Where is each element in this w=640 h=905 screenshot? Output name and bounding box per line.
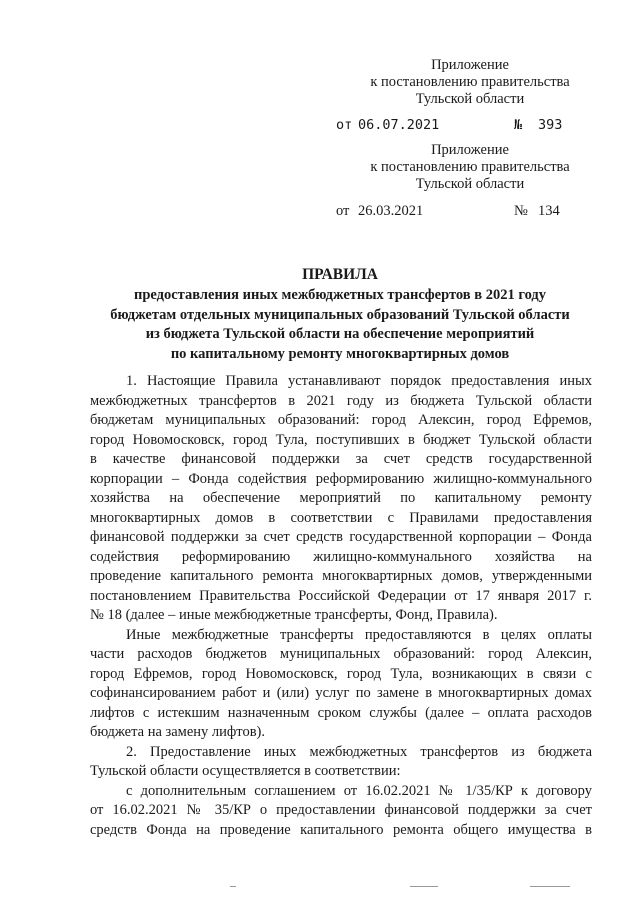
document-body [90, 372, 592, 840]
resolution-date-number-original [336, 203, 560, 220]
document-subtitle [70, 286, 610, 364]
paragraph-2-line: Иные межбюджетные трансферты предоставляются в целях оплаты [126, 626, 592, 643]
paragraph-1-line: финансовой поддержки за счет средств государственной корпорации – Фонда [90, 529, 592, 545]
resolution-date-number-current [336, 117, 563, 133]
resolution-date: 06.07.2021 [358, 117, 440, 133]
subtitle-line: из бюджета Тульской области на обеспечение мероприятий [145, 326, 535, 342]
subtitle-line: по капитальному ремонту многоквартирных домов [170, 345, 510, 362]
paragraph-1-line: город Новомосковск, город Тула, поступивших в бюджет Тульской области [90, 431, 592, 448]
paragraph-1-line: в качестве финансовой поддержки за счет средств государственной [90, 451, 592, 467]
appendix-header-original [360, 142, 580, 193]
number-prefix: № [514, 203, 528, 219]
paragraph-1-line: № 18 (далее – иные межбюджетные трансферты, Фонд, Правила). [90, 607, 498, 623]
scan-mark [410, 886, 438, 887]
appendix-region-line: Тульской области [415, 91, 525, 107]
number-prefix: № [514, 117, 523, 133]
paragraph-1-line: постановлением Правительства Российской Федерации от 17 января 2017 г. [90, 587, 592, 604]
paragraph-1-line: проведение капитального ремонта многоквартирных домов, утвержденными [90, 568, 592, 584]
paragraph-2-line: бюджета на замену лифтов). [90, 724, 266, 740]
paragraph-1-line: межбюджетных трансфертов в 2021 году из бюджета Тульской области [90, 392, 592, 409]
paragraph-4-line: средств Фонда на проведение капитального ремонта общего имущества в [90, 821, 592, 838]
paragraph-2-line: город Ефремов, город Новомосковск, город Тула, возникающих в связи с [90, 665, 592, 682]
paragraph-4-line: от 16.02.2021 № 35/КР о предоставлении финансовой поддержки за счет [90, 802, 592, 818]
paragraph-2-line: софинансированием работ и (или) услуг по замене в многоквартирных домах [90, 685, 592, 701]
paragraph-4-line: с дополнительным соглашением от 16.02.2021 № 1/35/КР к договору [126, 782, 592, 799]
appendix-resolution-line: к постановлению правительства [370, 74, 570, 90]
appendix-header-current [360, 57, 580, 108]
scan-mark [530, 886, 570, 887]
paragraph-2-line: части расходов бюджетов муниципальных образований: город Алексин, [90, 646, 592, 662]
subtitle-line: бюджетам отдельных муниципальных образований Тульской области [110, 306, 570, 323]
subtitle-line: предоставления иных межбюджетных трансфертов в 2021 году [134, 287, 546, 303]
paragraph-1-line: хозяйства на обеспечение мероприятий по капитальному ремонту [90, 490, 592, 506]
paragraph-1-line: содействия реформированию жилищно-коммунального хозяйства на [90, 548, 592, 565]
paragraph-3-line: Тульской области осуществляется в соответствии: [90, 763, 401, 779]
paragraph-3-line: 2. Предоставление иных межбюджетных трансфертов из бюджета [126, 743, 592, 760]
scan-artifacts [230, 886, 580, 892]
paragraph-1-line: 1. Настоящие Правила устанавливают порядок предоставления иных [126, 373, 592, 389]
paragraph-2-line: лифтов с истекшим назначенным сроком службы (далее – оплата расходов [90, 704, 592, 721]
document-title: ПРАВИЛА [302, 266, 378, 283]
resolution-number: 393 [538, 117, 563, 133]
paragraph-1-line: многоквартирных домов в соответствии с Правилами предоставления [90, 509, 592, 526]
paragraph-1-line: бюджетам муниципальных образований: город Алексин, город Ефремов, [90, 412, 592, 428]
appendix-label: Приложение [431, 57, 509, 73]
resolution-date: 26.03.2021 [358, 203, 424, 219]
appendix-region-line: Тульской области [415, 176, 525, 192]
date-prefix: от [336, 117, 353, 133]
paragraph-1-line: корпорации – Фонда содействия реформированию жилищно-коммунального [90, 470, 592, 487]
date-prefix: от [336, 203, 350, 219]
scan-mark [230, 886, 236, 887]
appendix-resolution-line: к постановлению правительства [370, 159, 570, 175]
resolution-number: 134 [538, 203, 560, 219]
appendix-label: Приложение [431, 142, 509, 158]
